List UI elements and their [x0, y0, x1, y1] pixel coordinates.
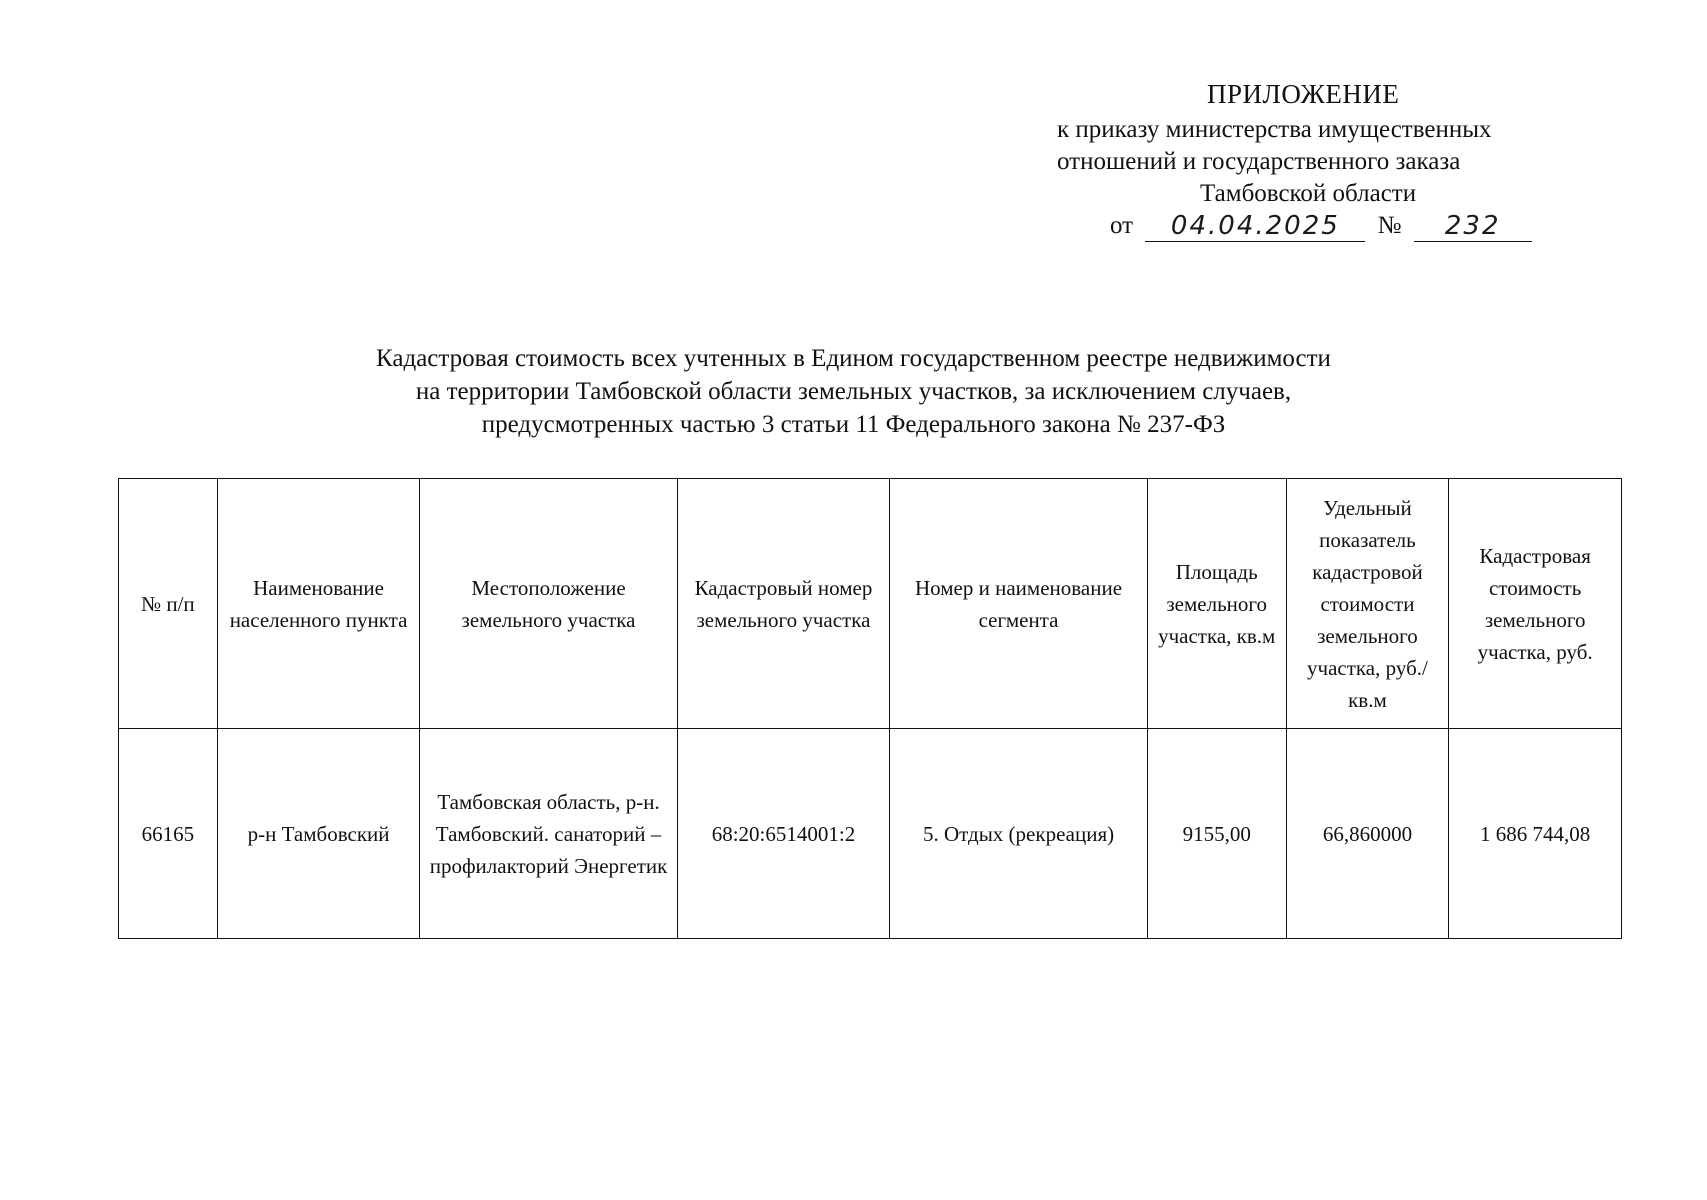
cell-location: Тамбовская область, р-н. Тамбовский. санаторий – профилакторий Энергетик: [420, 729, 677, 939]
header-specific-value: Удельный показатель кадастровой стоимости земельного участка, руб./кв.м: [1286, 479, 1449, 729]
cell-specific-value: 66,860000: [1286, 729, 1449, 939]
document-title-line-3: предусмотренных частью 3 статьи 11 Федерального закона № 237-ФЗ: [481, 411, 1226, 438]
annex-date-number-line: [1110, 210, 1532, 250]
header-area: Площадь земельного участка, кв.м: [1147, 479, 1286, 729]
table-row: [119, 729, 1622, 939]
header-segment: Номер и наименование сегмента: [890, 479, 1148, 729]
header-location: Местоположение земельного участка: [420, 479, 677, 729]
document-title-line-1: Кадастровая стоимость всех учтенных в Едином государственном реестре недвижимости: [376, 345, 1331, 372]
header-cadastral-number: Кадастровый номер земельного участка: [677, 479, 890, 729]
document-title: [0, 342, 1707, 441]
cadastral-value-table: [118, 478, 1622, 939]
cell-segment: 5. Отдых (рекреация): [890, 729, 1148, 939]
header-row-number: № п/п: [119, 479, 218, 729]
cell-cadastral-number: 68:20:6514001:2: [677, 729, 890, 939]
annex-title: ПРИЛОЖЕНИЕ: [1207, 79, 1400, 109]
handwritten-number: 232: [1414, 211, 1532, 242]
number-label: №: [1377, 212, 1402, 239]
header-settlement: Наименование населенного пункта: [217, 479, 420, 729]
cell-area: 9155,00: [1147, 729, 1286, 939]
header-cadastral-value: Кадастровая стоимость земельного участка, руб.: [1449, 479, 1622, 729]
date-label: от: [1110, 212, 1134, 239]
annex-line-1: к приказу министерства имущественных: [1057, 116, 1492, 143]
cell-row-number: 66165: [119, 729, 218, 939]
annex-line-2: отношений и государственного заказа: [1057, 148, 1461, 175]
cell-settlement: р-н Тамбовский: [217, 729, 420, 939]
cell-cadastral-value: 1 686 744,08: [1449, 729, 1622, 939]
annex-line-3: Тамбовской области: [1200, 180, 1417, 207]
handwritten-date: 04.04.2025: [1145, 211, 1365, 242]
table-header-row: [119, 479, 1622, 729]
document-title-line-2: на территории Тамбовской области земельных участков, за исключением случаев,: [415, 378, 1292, 405]
